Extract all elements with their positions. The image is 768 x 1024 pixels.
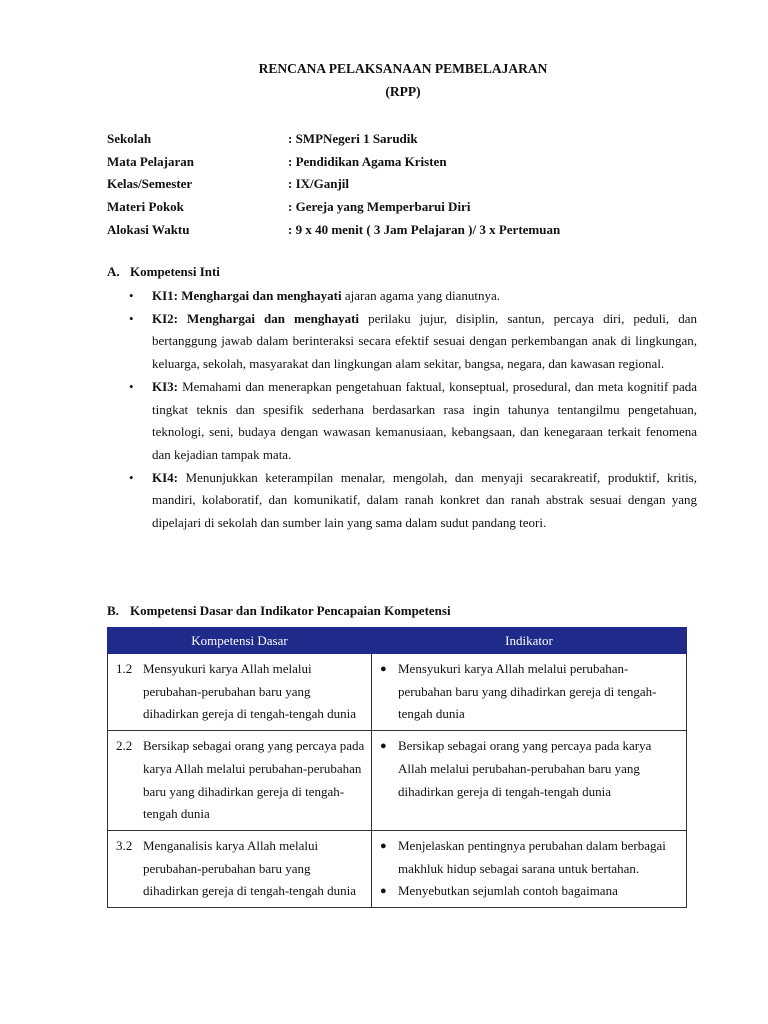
table-header-row xyxy=(108,628,687,654)
identity-value: : Pendidikan Agama Kristen xyxy=(288,153,447,169)
bullet-icon: • xyxy=(129,469,134,485)
indicator-item xyxy=(380,880,680,903)
identity-value: : IX/Ganjil xyxy=(288,176,350,192)
document-subtitle: (RPP) xyxy=(385,84,421,99)
kd-cell xyxy=(108,830,372,907)
table-row xyxy=(108,654,687,731)
kd-cell xyxy=(108,654,372,731)
bullet-icon: ● xyxy=(380,663,387,675)
indicator-item xyxy=(380,835,680,880)
section-b-heading xyxy=(107,603,451,619)
bullet-icon: ● xyxy=(380,740,387,753)
document-title: RENCANA PELAKSANAAN PEMBELAJARAN xyxy=(258,61,548,76)
identity-label: Kelas/Semester xyxy=(107,176,193,192)
ki-text: Menunjukkan keterampilan menalar, mengolah, dan menyaji secarakreatif, produktif, kritis, mandiri, kolaboratif, dan komunikatif, dalam ranah konkret dan ranah abstrak sesuai dengan yang dipelajari di sekolah dan sumber lain yang sama dalam sudut pandang teori. xyxy=(152,469,697,531)
column-header-kompetensi-dasar: Kompetensi Dasar xyxy=(108,628,372,654)
indicator-item xyxy=(380,735,680,803)
identity-row xyxy=(107,220,707,243)
section-title: Kompetensi Inti xyxy=(130,264,220,279)
section-letter: A. xyxy=(107,264,120,279)
kd-number: 3.2 xyxy=(116,837,133,853)
indicator-cell xyxy=(372,654,687,731)
kompetensi-inti-list xyxy=(129,285,697,535)
bullet-icon: ● xyxy=(380,839,387,852)
table-row xyxy=(108,731,687,831)
ki-text: ajaran agama yang dianutnya. xyxy=(341,288,501,303)
ki-item xyxy=(129,376,697,467)
section-a-heading xyxy=(107,264,220,280)
indicator-text: Menyebutkan sejumlah contoh bagaimana xyxy=(398,883,618,899)
identity-label: Alokasi Waktu xyxy=(107,221,190,237)
identity-block xyxy=(107,129,707,242)
indicator-cell xyxy=(372,830,687,907)
identity-row xyxy=(107,129,707,152)
kd-number: 1.2 xyxy=(116,661,133,676)
indicator-cell xyxy=(372,731,687,831)
ki-item xyxy=(129,467,697,535)
bullet-icon: • xyxy=(129,310,134,326)
table-row xyxy=(108,830,687,907)
ki-item xyxy=(129,285,697,308)
ki-item xyxy=(129,308,697,376)
identity-label: Materi Pokok xyxy=(107,199,184,215)
identity-value: : 9 x 40 menit ( 3 Jam Pelajaran )/ 3 x Pertemuan xyxy=(288,221,561,237)
indicator-text: Menjelaskan pentingnya perubahan dalam berbagai makhluk hidup sebagai sarana untuk bertahan. xyxy=(398,837,666,876)
ki-text: perilaku jujur, disiplin, santun, percaya diri, peduli, dan bertanggung jawab dalam berinteraksi secara efektif sesuai dengan perkembangan anak di lingkungan, keluarga, sekolah, masyarakat dan lingkungan alam sekitar, bangsa, negara, dan kawasan regional. xyxy=(152,310,697,372)
kompetensi-table xyxy=(107,627,687,908)
indicator-text: Mensyukuri karya Allah melalui perubahan-perubahan baru yang dihadirkan gereja di tengah-tengah dunia xyxy=(398,661,657,722)
kd-cell xyxy=(108,731,372,831)
indicator-text: Bersikap sebagai orang yang percaya pada karya Allah melalui perubahan-perubahan baru yang dihadirkan gereja di tengah-tengah dunia xyxy=(398,738,652,799)
identity-value: : Gereja yang Memperbarui Diri xyxy=(288,199,471,215)
kd-text: Menganalisis karya Allah melalui perubahan-perubahan baru yang dihadirkan gereja di tengah-tengah dunia xyxy=(143,837,356,899)
kd-number: 2.2 xyxy=(116,738,133,754)
ki-label: KI3: xyxy=(152,378,178,394)
ki-label: KI2: Menghargai dan menghayati xyxy=(152,310,360,326)
identity-value: : SMPNegeri 1 Sarudik xyxy=(288,131,418,146)
identity-row xyxy=(107,174,707,197)
kd-text: Bersikap sebagai orang yang percaya pada karya Allah melalui perubahan-perubahan baru yang dihadirkan gereja di tengah-tengah dunia xyxy=(143,738,365,822)
kd-text: Mensyukuri karya Allah melalui perubahan-perubahan baru yang dihadirkan gereja di tengah-tengah dunia xyxy=(143,661,356,722)
identity-label: Mata Pelajaran xyxy=(107,153,195,169)
bullet-icon: ● xyxy=(380,885,387,898)
section-title: Kompetensi Dasar dan Indikator Pencapaian Kompetensi xyxy=(130,603,451,618)
indicator-item xyxy=(380,658,680,726)
section-letter: B. xyxy=(107,603,119,618)
column-header-indikator: Indikator xyxy=(372,628,687,654)
identity-label: Sekolah xyxy=(107,131,152,146)
ki-text: Memahami dan menerapkan pengetahuan faktual, konseptual, prosedural, dan meta kognitif pada tingkat teknis dan spesifik sederhana berdasarkan rasa ingin tahunya tentangilmu pengetahuan, teknologi, seni, budaya dengan wawasan kemanusiaan, kebangsaan, dan kenegaraan terkait fenomena dan kejadian tampak mata. xyxy=(152,378,697,462)
ki-label: KI4: xyxy=(152,469,178,485)
bullet-icon: • xyxy=(129,378,134,394)
ki-label: KI1: Menghargai dan menghayati xyxy=(152,288,342,303)
identity-row xyxy=(107,152,707,175)
identity-row xyxy=(107,197,707,220)
bullet-icon: • xyxy=(129,288,134,303)
